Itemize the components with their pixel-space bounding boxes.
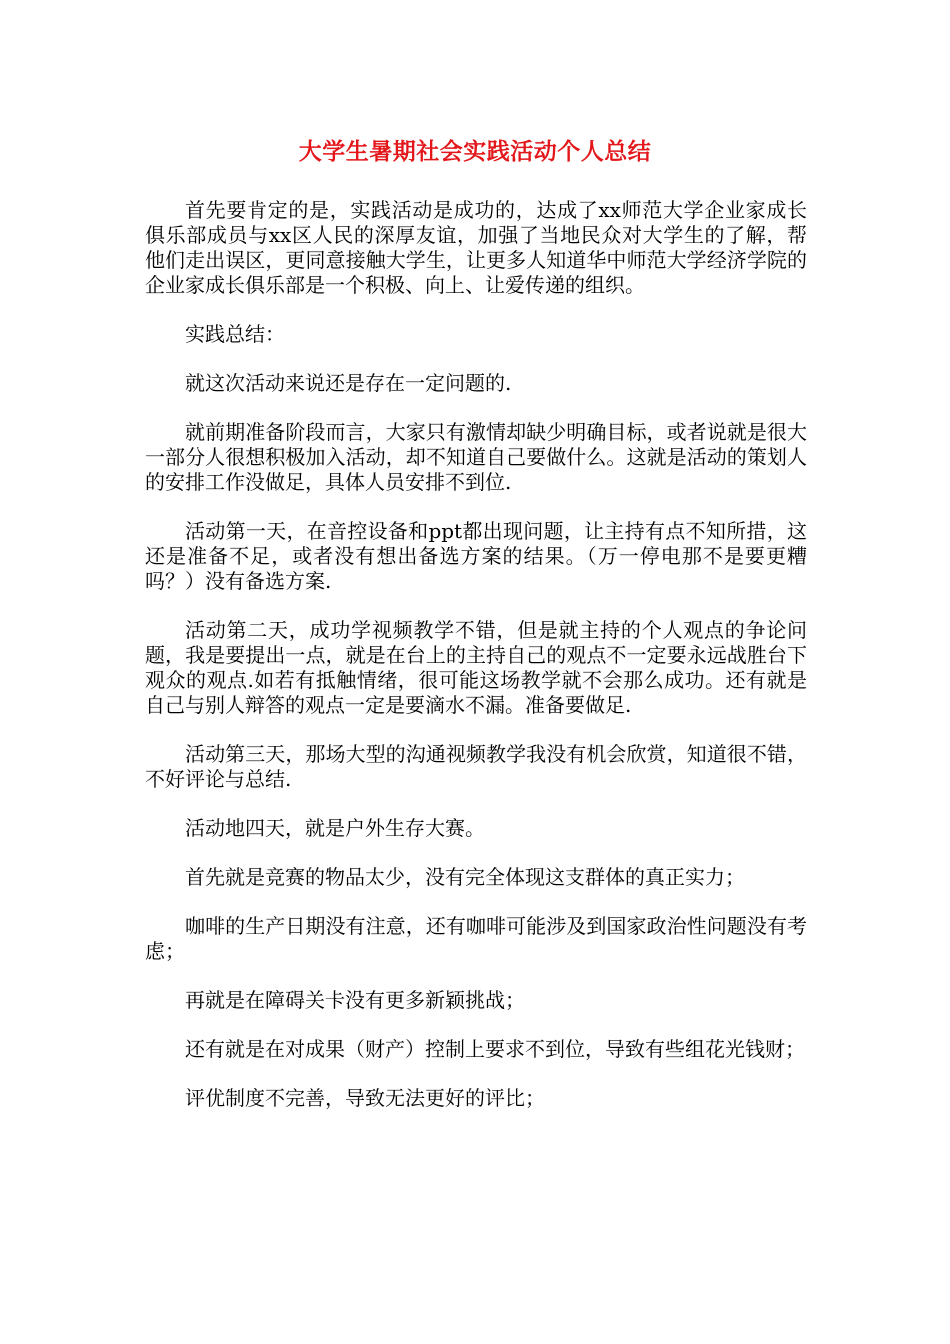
- paragraph: 就这次活动来说还是存在一定问题的.: [185, 371, 512, 395]
- document-body: [145, 198, 807, 1135]
- paragraph: 还有就是在对成果（财产）控制上要求不到位，导致有些组花光钱财；: [185, 1037, 805, 1061]
- paragraph: 活动地四天，就是户外生存大赛。: [185, 816, 485, 840]
- document-title: 大学生暑期社会实践活动个人总结: [298, 139, 652, 165]
- paragraph: 实践总结：: [185, 322, 285, 346]
- paragraph: 评优制度不完善，导致无法更好的评比；: [185, 1086, 545, 1110]
- paragraph: 活动第三天，那场大型的沟通视频教学我没有机会欣赏，知道很不错，不好评论与总结.: [145, 742, 807, 791]
- paragraph: 首先就是竞赛的物品太少，没有完全体现这支群体的真正实力；: [185, 865, 745, 889]
- paragraph: 首先要肯定的是，实践活动是成功的，达成了xx师范大学企业家成长俱乐部成员与xx区人民的深厚友谊，加强了当地民众对大学生的了解，帮他们走出误区，更同意接触大学生，让更多人知道华中师范大学经济学院的企业家成长俱乐部是一个积极、向上、让爱传递的组织。: [145, 198, 807, 297]
- paragraph: 再就是在障碍关卡没有更多新颖挑战；: [185, 988, 525, 1012]
- paragraph: 活动第二天，成功学视频教学不错，但是就主持的个人观点的争论问题，我是要提出一点，就是在台上的主持自己的观点不一定要永远战胜台下观众的观点.如若有抵触情绪，很可能这场教学就不会那么成功。还有就是自己与别人辩答的观点一定是要滴水不漏。准备要做足.: [145, 618, 807, 717]
- paragraph: 活动第一天，在音控设备和ppt都出现问题，让主持有点不知所措，这还是准备不足，或者没有想出备选方案的结果。（万一停电那不是要更糟吗？）没有备选方案.: [145, 519, 807, 593]
- paragraph: 咖啡的生产日期没有注意，还有咖啡可能涉及到国家政治性问题没有考虑；: [145, 914, 807, 963]
- paragraph: 就前期准备阶段而言，大家只有激情却缺少明确目标，或者说就是很大一部分人很想积极加入活动，却不知道自己要做什么。这就是活动的策划人的安排工作没做足，具体人员安排不到位.: [145, 420, 807, 494]
